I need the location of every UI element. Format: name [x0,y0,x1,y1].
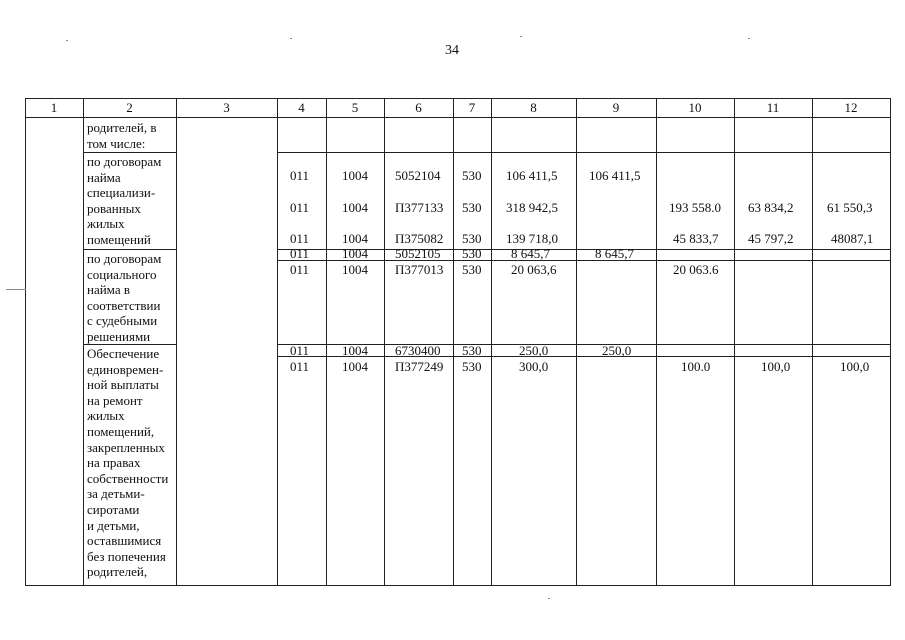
row-border [25,98,891,99]
cell-col5: 1004 [342,168,368,183]
col-border [176,98,177,586]
description-line: на ремонт [87,392,143,408]
cell-col6: П377249 [395,359,444,374]
cell-col5: 1004 [342,200,368,215]
col-border [734,98,735,586]
column-header: 4 [298,100,305,115]
row-border [25,585,891,586]
row-description [87,120,157,151]
column-header: 2 [126,100,133,115]
cell-col7: 530 [462,262,482,277]
row-description [87,251,161,345]
scan-speck [548,598,550,599]
cell-col12: 100,0 [840,359,870,374]
cell-col8: 8 645,7 [511,246,550,261]
cell-col10: 45 833,7 [673,231,719,246]
col-border [277,98,278,586]
cell-col7: 530 [462,359,482,374]
scan-speck [6,289,26,290]
col-border [491,98,492,586]
cell-col6: П377133 [395,200,444,215]
column-header: 12 [844,100,858,115]
description-line: родителей, [87,564,148,580]
cell-col8: 106 411,5 [506,168,558,183]
row-border [277,344,891,345]
cell-col9: 106 411,5 [589,168,641,183]
cell-col12: 61 550,3 [827,200,873,215]
cell-col8: 250,0 [519,343,549,358]
col-border [812,98,813,586]
cell-col6: 5052105 [395,246,441,261]
cell-col11: 63 834,2 [748,200,794,215]
description-line: с судебными [87,313,158,329]
row-border [83,152,177,153]
cell-col7: 530 [462,200,482,215]
row-border [277,260,891,261]
description-line: социального [87,266,157,282]
cell-col4: 011 [290,262,310,277]
row-border [277,356,891,357]
col-border [656,98,657,586]
cell-col5: 1004 [342,343,368,358]
description-line: на правах [87,455,141,471]
column-header: 5 [351,100,359,115]
description-line: единовремен- [87,361,164,377]
row-border [25,117,891,118]
cell-col4: 011 [290,359,310,374]
description-line: том числе: [87,135,146,151]
row-description [87,154,161,248]
cell-col7: 530 [462,246,482,261]
description-line: жилых [87,408,125,424]
description-line: ной выплаты [87,377,159,393]
cell-col11: 45 797,2 [748,231,794,246]
description-line: помещений, [87,423,155,439]
row-border [83,249,177,250]
column-header: 10 [688,100,702,115]
cell-col6: 6730400 [395,343,441,358]
cell-col6: 5052104 [395,168,441,183]
row-description [87,346,168,580]
description-line: соответствии [87,297,161,313]
cell-col12: 48087,1 [831,231,874,246]
cell-col10: 193 558.0 [669,200,721,215]
description-line: оставшимися [87,533,162,549]
col-border [890,98,891,586]
description-line: по договорам [87,251,162,266]
cell-col5: 1004 [342,231,368,246]
description-line: рованных [87,200,141,216]
cell-col4: 011 [290,200,310,215]
description-line: за детьми- [87,486,145,502]
description-line: сиротами [87,501,140,517]
column-header: 1 [50,100,58,115]
description-line: и детьми, [87,517,140,533]
cell-col4: 011 [290,168,310,183]
description-line: закрепленных [87,439,165,455]
cell-col4: 011 [290,231,310,246]
description-line: жилых [87,216,125,232]
column-header: 7 [468,100,476,115]
col-border [384,98,385,586]
cell-col4: 011 [290,246,310,261]
cell-col5: 1004 [342,262,368,277]
description-line: по договорам [87,154,162,169]
cell-col10: 100.0 [681,359,711,374]
cell-col8: 318 942,5 [506,200,558,215]
cell-col8: 20 063,6 [511,262,557,277]
col-border [453,98,454,586]
cell-col6: П377013 [395,262,444,277]
description-line: Обеспечение [87,346,160,361]
description-line: решениями [87,328,151,344]
cell-col8: 139 718,0 [506,231,558,246]
description-line: найма [87,169,121,185]
description-line: помещений [87,231,151,247]
cell-col8: 300,0 [519,359,549,374]
description-line: собственности [87,470,169,486]
column-header: 11 [766,100,780,115]
cell-col5: 1004 [342,246,368,261]
scan-speck [748,38,750,39]
column-header: 9 [612,100,620,115]
col-border [83,98,84,586]
scan-speck [520,36,522,37]
cell-col11: 100,0 [761,359,791,374]
cell-col6: П375082 [395,231,444,246]
col-border [326,98,327,586]
scan-speck [66,40,68,41]
row-border [277,152,891,153]
column-header: 8 [530,100,537,115]
cell-col10: 20 063.6 [673,262,719,277]
description-line: специализи- [87,185,156,201]
col-border [576,98,577,586]
description-line: родителей, в [87,120,157,135]
cell-col7: 530 [462,343,482,358]
column-header: 3 [223,100,230,115]
scan-speck [290,38,292,39]
cell-col9: 250,0 [602,343,632,358]
page-number: 34 [445,43,459,58]
cell-col4: 011 [290,343,310,358]
description-line: найма в [87,282,130,298]
cell-col7: 530 [462,231,482,246]
col-border [25,98,26,586]
cell-col5: 1004 [342,359,368,374]
row-border [277,249,891,250]
column-header: 6 [415,100,422,115]
cell-col7: 530 [462,168,482,183]
cell-col9: 8 645,7 [595,246,634,261]
description-line: без попечения [87,548,166,564]
